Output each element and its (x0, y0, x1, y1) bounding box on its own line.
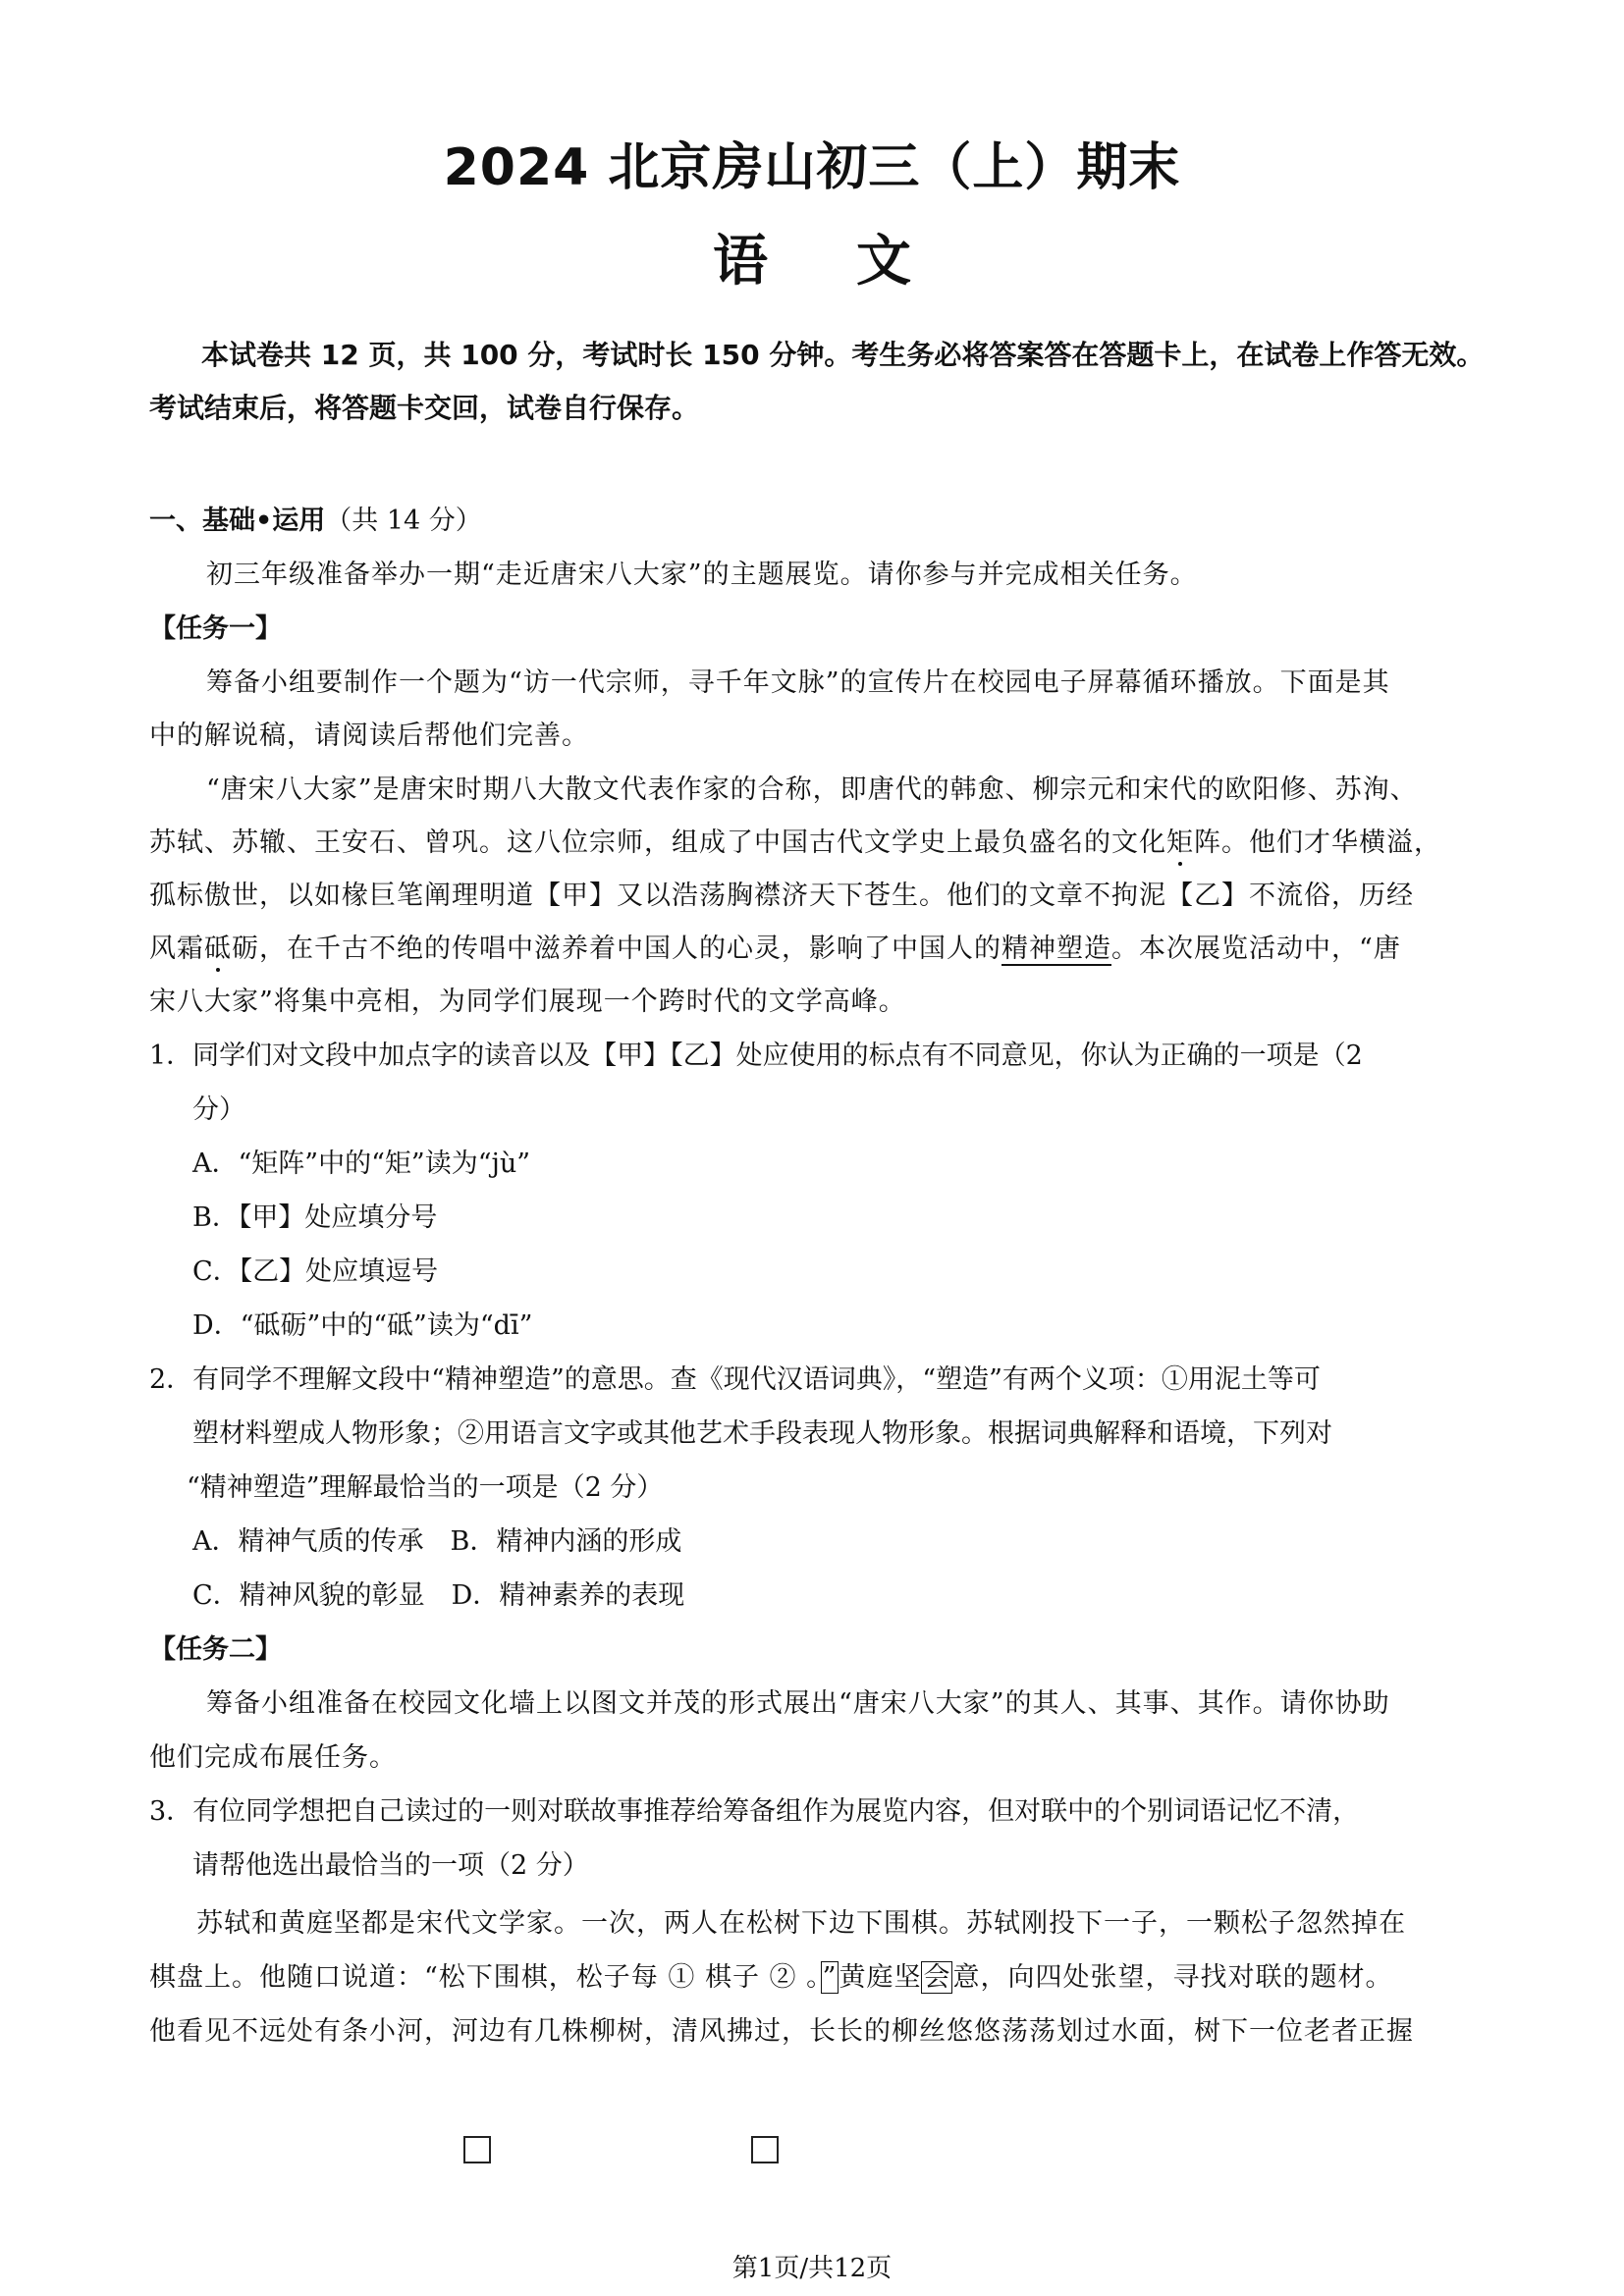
q1-option-b: B．【甲】处应填分号 (192, 1202, 438, 1233)
q2-stem-3: “精神塑造”理解最恰当的一项是（2 分） (187, 1472, 664, 1503)
story-line-3: 他看见不远处有条小河，河边有几株柳树，清风拂过，长长的柳丝悠悠荡荡划过水面，树下一位老者正握 (149, 2016, 1414, 2047)
q1-option-d: D．“砥砺”中的“砥”读为“dī” (192, 1310, 533, 1341)
q1-option-a: A．“矩阵”中的“矩”读为“jù” (192, 1148, 531, 1179)
q3-stem-1: 3．有位同学想把自己读过的一则对联故事推荐给筹备组作为展览内容，但对联中的个别词语记忆不清， (149, 1796, 1360, 1827)
task1-desc-2: 中的解说稿，请阅读后帮他们完善。 (149, 721, 589, 751)
q1-stem-1: 1．同学们对文段中加点字的读音以及【甲】【乙】处应使用的标点有不同意见，你认为正确的一项是（2 (149, 1041, 1363, 1071)
task2-desc-2: 他们完成布展任务。 (149, 1742, 397, 1773)
task2-desc-1: 筹备小组准备在校园文化墙上以图文并茂的形式展出“唐宋八大家”的其人、其事、其作。请你协助 (206, 1688, 1390, 1719)
empty-square-left (463, 2136, 491, 2163)
section-heading-title: 一、基础•运用 (149, 506, 326, 536)
q1-option-c: C．【乙】处应填逗号 (192, 1256, 439, 1287)
section-heading-score: （共 14 分） (325, 506, 482, 536)
story-text: 意，向四处张望，寻找对联的题材。 (952, 1962, 1393, 1993)
story-line-1: 苏轼和黄庭坚都是宋代文学家。一次，两人在松树下边下围棋。苏轼刚投下一子，一颗松子忽然掉在 (196, 1908, 1406, 1939)
boxed-quote-mark: ” (822, 1962, 838, 1993)
q1-stem-2: 分） (192, 1095, 245, 1125)
passage-line-5: 宋八大家”将集中亮相，为同学们展现一个跨时代的文学高峰。 (149, 987, 906, 1017)
passage-line-2 (149, 821, 1441, 859)
story-line-2 (149, 1955, 1392, 1994)
q2-options-ab: A．精神气质的传承 B．精神内涵的形成 (192, 1526, 682, 1557)
story-text: 黄庭坚 (839, 1962, 922, 1993)
story-text: 棋盘上。他随口说道：“松下围棋，松子每 ① 棋子 ② 。 (149, 1962, 821, 1993)
intro-line-2: 考试结束后，将答题卡交回，试卷自行保存。 (149, 392, 700, 424)
underlined-phrase: 精神塑造 (1001, 934, 1111, 964)
task1-desc-1: 筹备小组要制作一个题为“访一代宗师，寻千年文脉”的宣传片在校园电子屏幕循环播放。下面是其 (206, 667, 1390, 698)
passage-text: 苏轼、苏辙、王安石、曾巩。这八位宗师，组成了中国古代文学史上最负盛名的文化 (149, 828, 1166, 858)
passage-line-4 (149, 927, 1401, 965)
q2-options-cd: C．精神风貌的彰显 D．精神素养的表现 (192, 1580, 685, 1611)
exam-title: 2024 北京房山初三（上）期末 (443, 138, 1181, 197)
passage-line-3: 孤标傲世，以如椽巨笔阐理明道【甲】又以浩荡胸襟济天下苍生。他们的文章不拘泥【乙】不流俗，历经 (149, 881, 1414, 911)
empty-square-right (751, 2136, 779, 2163)
subject-title: 语文 (713, 230, 1000, 294)
passage-text: 。本次展览活动中，“唐 (1111, 934, 1401, 964)
dotted-char-ju: 矩 (1166, 828, 1194, 858)
passage-text: 风霜 (149, 934, 204, 964)
passage-line-1: “唐宋八大家”是唐宋时期八大散文代表作家的合称，即唐代的韩愈、柳宗元和宋代的欧阳修、苏洵、 (206, 774, 1418, 805)
boxed-char-hui: 会 (923, 1962, 951, 1993)
q2-stem-2: 塑材料塑成人物形象；②用语言文字或其他艺术手段表现人物形象。根据词典解释和语境，下列对 (192, 1418, 1332, 1449)
passage-text: 阵。他们才华横溢， (1194, 828, 1441, 858)
page-number: 第1页/共12页 (731, 2254, 893, 2283)
dotted-char-di: 砥 (204, 934, 232, 964)
task1-label: 【任务一】 (149, 614, 282, 644)
section-heading (149, 499, 482, 537)
intro-line-1: 本试卷共 12 页，共 100 分，考试时长 150 分钟。考生务必将答案答在答题卡上，在试卷上作答无效。 (201, 339, 1485, 371)
q2-stem-1: 2．有同学不理解文段中“精神塑造”的意思。查《现代汉语词典》，“塑造”有两个义项：①用泥土等可 (149, 1364, 1321, 1395)
task2-label: 【任务二】 (149, 1634, 282, 1665)
section-lead: 初三年级准备举办一期“走近唐宋八大家”的主题展览。请你参与并完成相关任务。 (206, 560, 1198, 590)
passage-text: 砺，在千古不绝的传唱中滋养着中国人的心灵，影响了中国人的 (232, 934, 1001, 964)
q3-stem-2: 请帮他选出最恰当的一项（2 分） (192, 1850, 589, 1881)
